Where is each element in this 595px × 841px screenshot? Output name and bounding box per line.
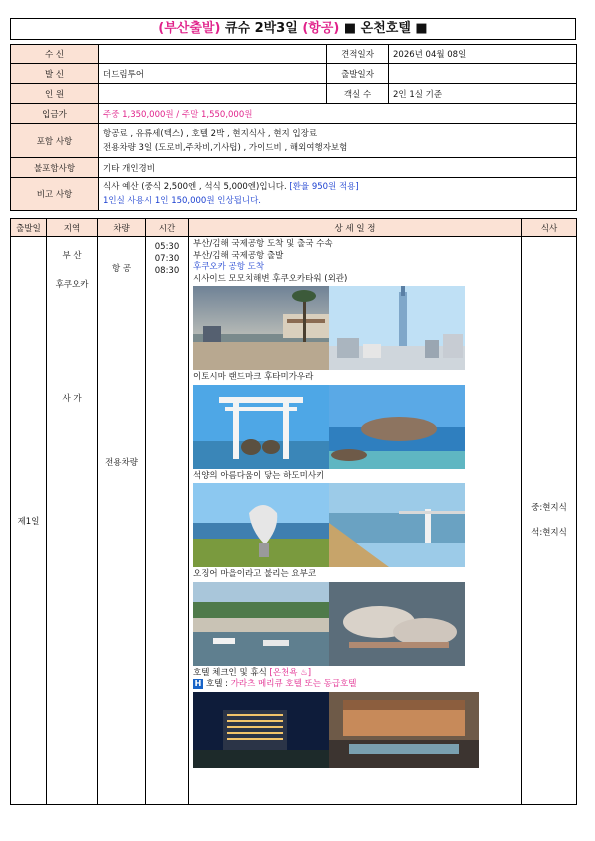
header-region: 지역 bbox=[47, 219, 98, 237]
quote-date-label: 견적일자 bbox=[327, 45, 389, 64]
recipient-value bbox=[99, 45, 327, 64]
photo-seaside-momochi bbox=[193, 286, 329, 370]
schedule-line-6: 석양의 아름다움이 닿는 하도미사키 bbox=[193, 470, 325, 481]
notes-value bbox=[99, 178, 577, 211]
header-day: 출발일 bbox=[11, 219, 47, 237]
quote-date-value: 2026년 04월 08일 bbox=[389, 45, 577, 64]
onsen-note: [온천욕 ♨] bbox=[269, 667, 312, 678]
price-value: 주중 1,350,000원 / 주말 1,550,000원 bbox=[99, 104, 577, 124]
photo-futamigaura-rocks bbox=[329, 385, 465, 469]
photo-row-hotel bbox=[193, 692, 517, 768]
departure-date-value bbox=[389, 64, 577, 84]
schedule-line-3: 후쿠오카 공항 도착 bbox=[193, 262, 265, 272]
included-label: 포함 사항 bbox=[11, 124, 99, 158]
people-label: 인 원 bbox=[11, 84, 99, 104]
included-line-2: 전용차량 3일 (도로비,주차비,기사팁) , 가이드비 , 해외여행자보험 bbox=[103, 142, 348, 153]
meal-dinner: 석:현지식 bbox=[531, 527, 567, 538]
sender-label: 발 신 bbox=[11, 64, 99, 84]
header-detail: 상 세 일 정 bbox=[189, 219, 522, 237]
meal-lunch: 중:현지식 bbox=[531, 502, 567, 513]
detail-cell bbox=[189, 237, 522, 805]
vehicle-private-car: 전용차량 bbox=[105, 458, 138, 468]
people-value bbox=[99, 84, 327, 104]
photo-futamigaura-torii bbox=[193, 385, 329, 469]
title-hotel: ■ 온천호텔 ■ bbox=[339, 21, 428, 36]
photo-yobuko-squid bbox=[329, 582, 465, 666]
schedule-line-7: 오징어 마을이라고 불리는 요부코 bbox=[193, 569, 317, 579]
notes-line-1: 식사 예산 (중식 2,500엔 , 석식 5,000엔)입니다. bbox=[103, 182, 287, 192]
rooms-value: 2인 1실 기준 bbox=[389, 84, 577, 104]
excluded-value: 기타 개인경비 bbox=[99, 158, 577, 178]
included-value bbox=[99, 124, 577, 158]
region-saga: 사 가 bbox=[62, 394, 82, 404]
included-line-1: 항공료 , 유류세(텍스) , 호텔 2박 , 현지식사 , 현지 입장료 bbox=[103, 128, 318, 139]
vehicle-cell bbox=[98, 237, 146, 805]
time-3: 08:30 bbox=[154, 266, 180, 276]
hotel-icon: H bbox=[194, 679, 202, 688]
photo-hadomisaki-monument bbox=[193, 483, 329, 567]
time-1: 05:30 bbox=[154, 242, 180, 252]
photo-hadomisaki-pier bbox=[329, 483, 465, 567]
excluded-label: 불포함사항 bbox=[11, 158, 99, 178]
meal-cell bbox=[522, 237, 577, 805]
notes-line-2: 1인실 사용시 1인 150,000원 인상됩니다. bbox=[103, 196, 262, 206]
sender-value: 더드림투어 bbox=[99, 64, 327, 84]
rooms-label: 객실 수 bbox=[327, 84, 389, 104]
hotel-name: 가라츠 메리큐 호텔 또는 동급호텔 bbox=[230, 679, 357, 689]
title-transport: (항공) bbox=[302, 21, 340, 36]
schedule-line-4: 시사이드 모모치해변 후쿠오카타워 (외관) bbox=[193, 273, 348, 284]
departure-date-label: 출발일자 bbox=[327, 64, 389, 84]
time-2: 07:30 bbox=[154, 254, 180, 264]
hotel-label: 호텔 : bbox=[206, 679, 231, 689]
vehicle-flight: 항 공 bbox=[111, 264, 132, 274]
schedule-line-5: 이토시마 랜드마크 후타미가우라 bbox=[193, 372, 314, 382]
photo-row-momochi bbox=[193, 286, 517, 370]
document-title bbox=[10, 18, 576, 40]
header-meal: 식사 bbox=[522, 219, 577, 237]
recipient-label: 수 신 bbox=[11, 45, 99, 64]
photo-yobuko-harbor bbox=[193, 582, 329, 666]
title-tour: 큐슈 2박3일 bbox=[220, 21, 303, 36]
notes-label: 비고 사항 bbox=[11, 178, 99, 211]
info-table bbox=[10, 44, 577, 211]
photo-row-yobuko bbox=[193, 582, 517, 666]
photo-fukuoka-tower bbox=[329, 286, 465, 370]
title-departure: (부산출발) bbox=[158, 21, 221, 36]
notes-exchange-rate: [환율 950원 적용] bbox=[286, 182, 359, 192]
day-cell: 제1일 bbox=[11, 237, 47, 805]
schedule-line-2: 부산/김해 국제공항 출발 bbox=[193, 250, 284, 261]
region-busan: 부 산 bbox=[62, 251, 82, 261]
region-cell bbox=[47, 237, 98, 805]
photo-row-futamigaura bbox=[193, 385, 517, 469]
photo-hotel-onsen bbox=[329, 692, 479, 768]
price-label: 입금가 bbox=[11, 104, 99, 124]
photo-row-hadomisaki bbox=[193, 483, 517, 567]
header-time: 시간 bbox=[146, 219, 189, 237]
time-cell bbox=[146, 237, 189, 805]
schedule-line-8: 호텔 체크인 및 휴식 bbox=[193, 667, 270, 678]
header-vehicle: 차량 bbox=[98, 219, 146, 237]
photo-hotel-exterior bbox=[193, 692, 329, 768]
schedule-line-1: 부산/김해 국제공항 도착 및 출국 수속 bbox=[193, 239, 333, 249]
schedule-table bbox=[10, 218, 577, 805]
region-fukuoka: 후쿠오카 bbox=[55, 280, 89, 290]
